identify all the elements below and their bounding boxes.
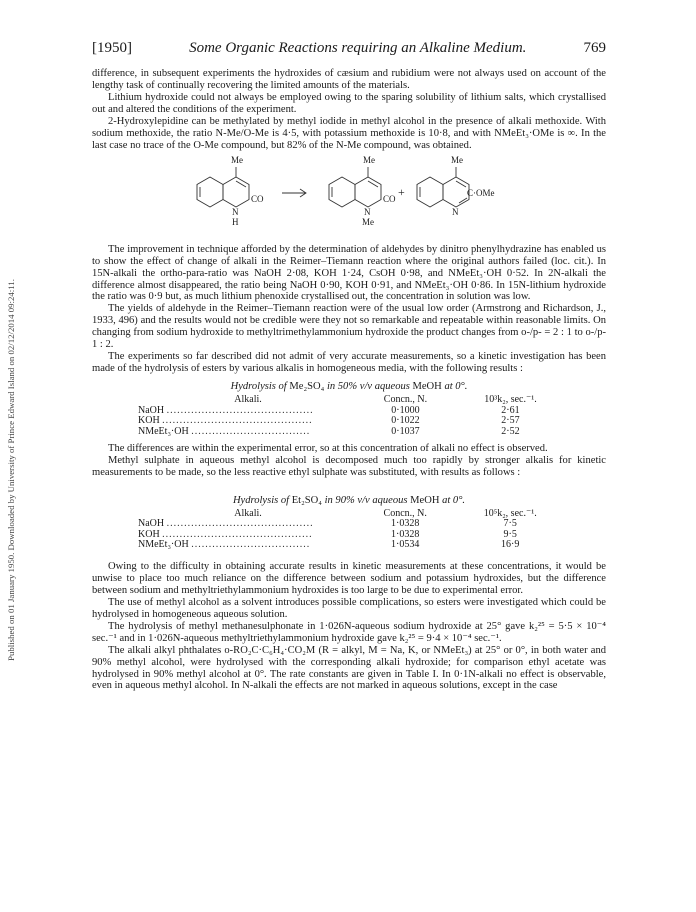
table-row: KOH ........................................... 1·0328 9·5	[138, 530, 568, 541]
column-header: Alkali.	[234, 507, 262, 519]
n-methyl-label: Me	[362, 216, 374, 227]
download-watermark-text: Published on 01 January 1950. Downloaded by University of Prince Edward Island on 02/12/2014 09:24:11.	[6, 279, 16, 661]
rate-constant-cell: 16·9	[501, 539, 520, 551]
methyl-label: Me	[363, 154, 375, 165]
nitrogen-label: N	[452, 206, 459, 217]
concentration-cell: 0·1037	[391, 425, 420, 437]
plus-sign: +	[398, 184, 405, 199]
paragraph: Methyl sulphate in aqueous methyl alcohol is decomposed much too rapidly by stronger alkalis for kinetic measurements to be made, so the less reactive ethyl sulphate was substituted, with results as follows :	[92, 455, 606, 479]
column-header: Alkali.	[234, 394, 262, 406]
nitrogen-label: N	[364, 206, 371, 217]
alkali-cell: KOH	[138, 528, 160, 540]
column-header: 10³k₂, sec.⁻¹.	[484, 394, 537, 406]
table-2	[138, 509, 568, 551]
caption-text: at 0°.	[442, 494, 466, 506]
table-row: NaOH .......................................... 0·1000 2·61	[138, 406, 568, 417]
paragraph: The improvement in technique afforded by the determination of aldehydes by dinitro phenylhydrazine has enabled us to show the effect of change of alkali in the Reimer–Tiemann reaction where the original authors failed (loc. cit.). In 15N-alkali the ortho-para-ratio was NaOH 2·08, KOH 1·24, CsOH 0·98, and NMeEt₃·OH 0·52. In 2N-alkali the difference almost disappeared, the ratio being NaOH 0·90, KOH 0·91, and NMeEt₃·OH 0·86. In 15N-lithium hydroxide the ratio was 0·9 but, as much lithium phenoxide crystallised out, the concentration in solution was low.	[92, 243, 606, 303]
caption-text: v/v aqueous	[359, 381, 410, 393]
alkali-cell: NaOH	[138, 404, 165, 416]
caption-solvent: MeOH	[412, 381, 442, 393]
rate-constant-cell: 2·57	[501, 415, 520, 427]
paragraph: Lithium hydroxide could not always be employed owing to the sparing solubility of lithium salts, which crystallised out and altered the conditions of the experiment.	[92, 91, 606, 115]
paragraph: 2-Hydroxylepidine can be methylated by methyl iodide in methyl alcohol in the presence of alkali methoxide. With sodium methoxide, the ratio N-Me/O-Me is 4·5, with potassium methoxide is 10·8, and with NMeEt₃·OMe is ∞. In the last case no trace of the O-Me compound, but 82% of the N-Me compound, was obtained.	[92, 115, 606, 151]
rate-constant-cell: 2·52	[501, 425, 520, 437]
rate-constant-cell: 2·61	[501, 404, 520, 416]
caption-text: v/v aqueous	[357, 494, 408, 506]
paragraph: The use of methyl alcohol as a solvent introduces possible complications, so esters were investigated which could be hydrolysed in homogeneous aqueous solution.	[92, 596, 606, 620]
methoxy-label: C·OMe	[467, 187, 495, 198]
paragraph: The alkali alkyl phthalates o-RO₂C·C₆H₄·CO₂M (R = alkyl, M = Na, K, or NMeEt₃) at 25° or 0°, in both water and 90% methyl alcohol, were hydrolysed with the corresponding alkali hydroxide; for comparison ethyl acetate was hydrolysed in 90% methyl alcohol at 0°. The rate constants are given in Table I. In 0·1N-alkali no effect is observable, even in aqueous methyl alcohol. In N-alkali the effects are not marked in aqueous solutions, except in the case	[92, 644, 606, 692]
concentration-cell: 1·0534	[391, 539, 420, 551]
alkali-cell: NMeEt₃·OH	[138, 425, 189, 437]
alkali-cell: NMeEt₃·OH	[138, 539, 189, 551]
hydrogen-label: H	[232, 216, 239, 227]
table-row: NMeEt₃·OH .................................. 0·1037 2·52	[138, 427, 568, 438]
paragraph: The differences are within the experimental error, so at this concentration of alkali no effect is observed.	[108, 443, 548, 455]
paragraph: The experiments so far described did not admit of very accurate measurements, so a kinetic investigation has been made of the hydrolysis of esters by various alkalis in homogeneous media, with the following results :	[92, 351, 606, 375]
caption-text: in 50%	[326, 381, 358, 393]
paragraph: Owing to the difficulty in obtaining accurate results in kinetic measurements at these concentrations, it would be unwise to place too much reliance on the difference between sodium and potassium hydroxides, but the difference between sodium and methyltriethylammonium hydroxides is too large to be due to experimental error.	[92, 560, 606, 596]
caption-compound: Et₂SO₄	[291, 494, 322, 506]
structure-drawing	[92, 153, 606, 240]
paragraph: The hydrolysis of methyl methanesulphonate in 1·026N-aqueous sodium hydroxide at 25° gave k₂²⁵ = 5·5 × 10⁻⁴ sec.⁻¹ and in 1·026N-aqueous methyltriethylammonium hydroxide gave k₂²⁵ = 9·4 × 10⁻⁴ sec.⁻¹.	[92, 620, 606, 644]
rate-constant-cell: 7·5	[503, 518, 517, 530]
caption-text: at 0°.	[444, 381, 468, 393]
table-row: KOH ........................................... 0·1022 2·57	[138, 416, 568, 427]
carbonyl-label: CO	[383, 193, 396, 204]
alkali-cell: KOH	[138, 415, 160, 427]
table-row: NaOH .......................................... 1·0328 7·5	[138, 519, 568, 530]
table-1	[138, 395, 568, 437]
column-header: 10⁵k₂, sec.⁻¹.	[483, 507, 537, 519]
download-watermark	[4, 90, 18, 850]
caption-text: Hydrolysis of	[230, 381, 287, 393]
running-header	[92, 40, 606, 65]
alkali-cell: NaOH	[138, 518, 165, 530]
caption-text: in 90%	[324, 494, 355, 506]
carbonyl-label: CO	[251, 193, 264, 204]
concentration-cell: 1·0328	[391, 518, 420, 530]
caption-solvent: MeOH	[410, 494, 440, 506]
rate-constant-cell: 9·5	[503, 528, 517, 540]
header-year: [1950]	[92, 40, 132, 56]
methylation-scheme	[92, 153, 606, 240]
table-1-caption	[92, 381, 606, 393]
table-row: NMeEt₃·OH .................................. 1·0534 16·9	[138, 540, 568, 551]
concentration-cell: 1·0328	[391, 528, 420, 540]
caption-compound: Me₂SO₄	[289, 381, 325, 393]
paragraph: The yields of aldehyde in the Reimer–Tiemann reaction were of the usual low order (Armstrong and Richardson, J., 1933, 496) and the results would not be credible were they not so remarkable and repeatable within reasonable limits. On changing from sodium hydroxide to methyltrimethylammonium hydroxide the product changes from o-/p- = 2 : 1 to o-/p- 1 : 2.	[92, 303, 606, 351]
table-2-caption	[92, 495, 606, 507]
paragraph: difference, in subsequent experiments the hydroxides of cæsium and rubidium were not always used on account of the lengthy task of continually recovering the limited amounts of the materials.	[92, 68, 606, 91]
methyl-label: Me	[451, 154, 463, 165]
column-header: Concn., N.	[383, 507, 427, 519]
caption-text: Hydrolysis of	[232, 494, 290, 506]
page-number: 769	[583, 40, 606, 56]
concentration-cell: 0·1022	[391, 415, 420, 427]
column-header: Concn., N.	[383, 394, 428, 406]
methyl-label: Me	[231, 154, 243, 165]
page	[92, 40, 606, 692]
nitrogen-label: N	[232, 206, 239, 217]
concentration-cell: 0·1000	[391, 404, 420, 416]
header-title: Some Organic Reactions requiring an Alkaline Medium.	[189, 40, 527, 56]
